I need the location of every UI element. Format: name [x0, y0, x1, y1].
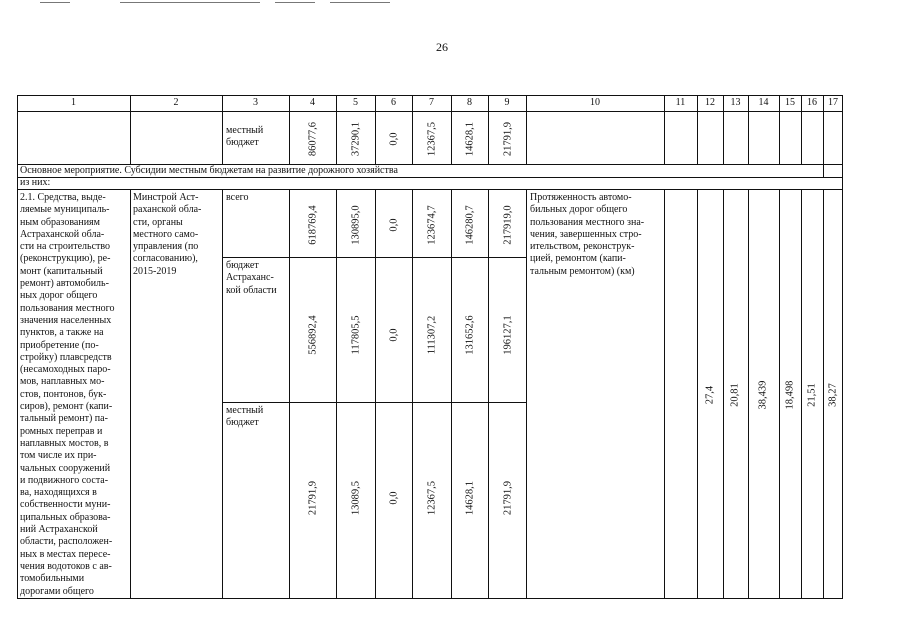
local-value-col5: 13089,5: [350, 480, 362, 516]
header-col-11: 11: [675, 97, 686, 108]
local-value-col9: 21791,9: [502, 480, 514, 516]
header-col-9: 9: [504, 97, 510, 108]
indicator-value-col15: 18,498: [784, 380, 796, 410]
source-region-label: бюджет Астраханс- кой области: [226, 260, 277, 296]
source-local-label: местный бюджет: [226, 405, 264, 429]
indicator-value-col13: 20,81: [729, 383, 741, 407]
indicator-value-col14: 38,439: [757, 380, 769, 410]
top-value-col5: 37290,1: [350, 121, 362, 157]
total-value-col9: 217919,0: [502, 205, 514, 245]
page-number: 26: [436, 40, 448, 54]
header-col-12: 12: [705, 97, 715, 108]
indicator-cell: Протяженность автомо- бильных дорог общего пользования местного зна- чения, завершенных стро- ительством, реконструк- цией, ремонтом (капи- тальным ремонтом) (км): [530, 192, 645, 277]
header-col-2: 2: [173, 97, 179, 108]
item-description: 2.1. Средства, выде- ляемые муниципаль- ным образованиям Астраханской обла- сти на строительство (реконструкцию), ре- монт (капитальный ремонт) автомобиль- ных дорог общего пользования местного значения населенных пунктов, а также на приобретение (по- стройку) плавсредств (несамоходных паро- мов, наплавных мо- стов, понтонов, бук- сиров), ремонт (капи- тальный ремонт) па- ромных переправ и наплавных мостов, в том числе их при- чальных сооружений и подвижного соста- ва, находящихся в собственности муни- ципальных образова- ний Астраханской области, расположен- ных в местах пересе- чения водотоков с ав- томобильными дорогами общего: [20, 192, 115, 597]
local-value-col7: 12367,5: [426, 480, 438, 516]
header-col-4: 4: [310, 97, 315, 108]
top-value-col9: 21791,9: [502, 121, 514, 157]
header-col-15: 15: [785, 97, 795, 108]
total-value-col5: 130895,0: [350, 205, 362, 245]
total-value-col7: 123674,7: [426, 205, 438, 245]
total-value-col4: 618769,4: [307, 205, 319, 245]
header-col-7: 7: [429, 97, 434, 108]
region-value-col6: 0,0: [388, 328, 400, 342]
header-col-8: 8: [467, 97, 472, 108]
top-value-col6: 0,0: [388, 132, 400, 146]
local-budget-label-top: местный бюджет: [226, 125, 264, 149]
local-value-col8: 14628,1: [464, 480, 476, 516]
header-col-14: 14: [758, 97, 769, 108]
header-col-5: 5: [353, 97, 358, 108]
budget-table: [17, 95, 843, 598]
indicator-value-col16: 21,51: [806, 383, 818, 407]
header-col-16: 16: [807, 97, 817, 108]
local-value-col4: 21791,9: [307, 480, 319, 516]
main-event-row: Основное мероприятие. Субсидии местным бюджетам на развитие дорожного хозяйства: [20, 165, 398, 176]
header-col-10: 10: [590, 97, 600, 108]
top-value-col8: 14628,1: [464, 121, 476, 157]
of-which-row: из них:: [20, 177, 51, 188]
local-value-col6: 0,0: [388, 491, 400, 505]
header-col-1: 1: [71, 97, 76, 108]
source-total-label: всего: [226, 192, 249, 203]
header-col-13: 13: [730, 97, 741, 108]
header-col-6: 6: [391, 97, 396, 108]
total-value-col8: 146280,7: [464, 205, 476, 245]
indicator-value-col17: 38,27: [827, 383, 839, 407]
region-value-col5: 117805,5: [350, 315, 362, 355]
indicator-value-col12: 27,4: [704, 385, 716, 405]
region-value-col4: 556892,4: [307, 315, 319, 355]
header-col-3: 3: [253, 97, 258, 108]
executor-cell: Минстрой Аст- раханской обла- сти, органы местного само- управления (по согласованию), 2015-2019: [133, 192, 202, 277]
header-col-17: 17: [828, 97, 838, 108]
top-value-col7: 12367,5: [426, 121, 438, 157]
top-value-col4: 86077,6: [307, 121, 319, 157]
region-value-col7: 111307,2: [426, 315, 438, 355]
total-value-col6: 0,0: [388, 218, 400, 232]
region-value-col9: 196127,1: [502, 315, 514, 355]
region-value-col8: 131652,6: [464, 315, 476, 355]
